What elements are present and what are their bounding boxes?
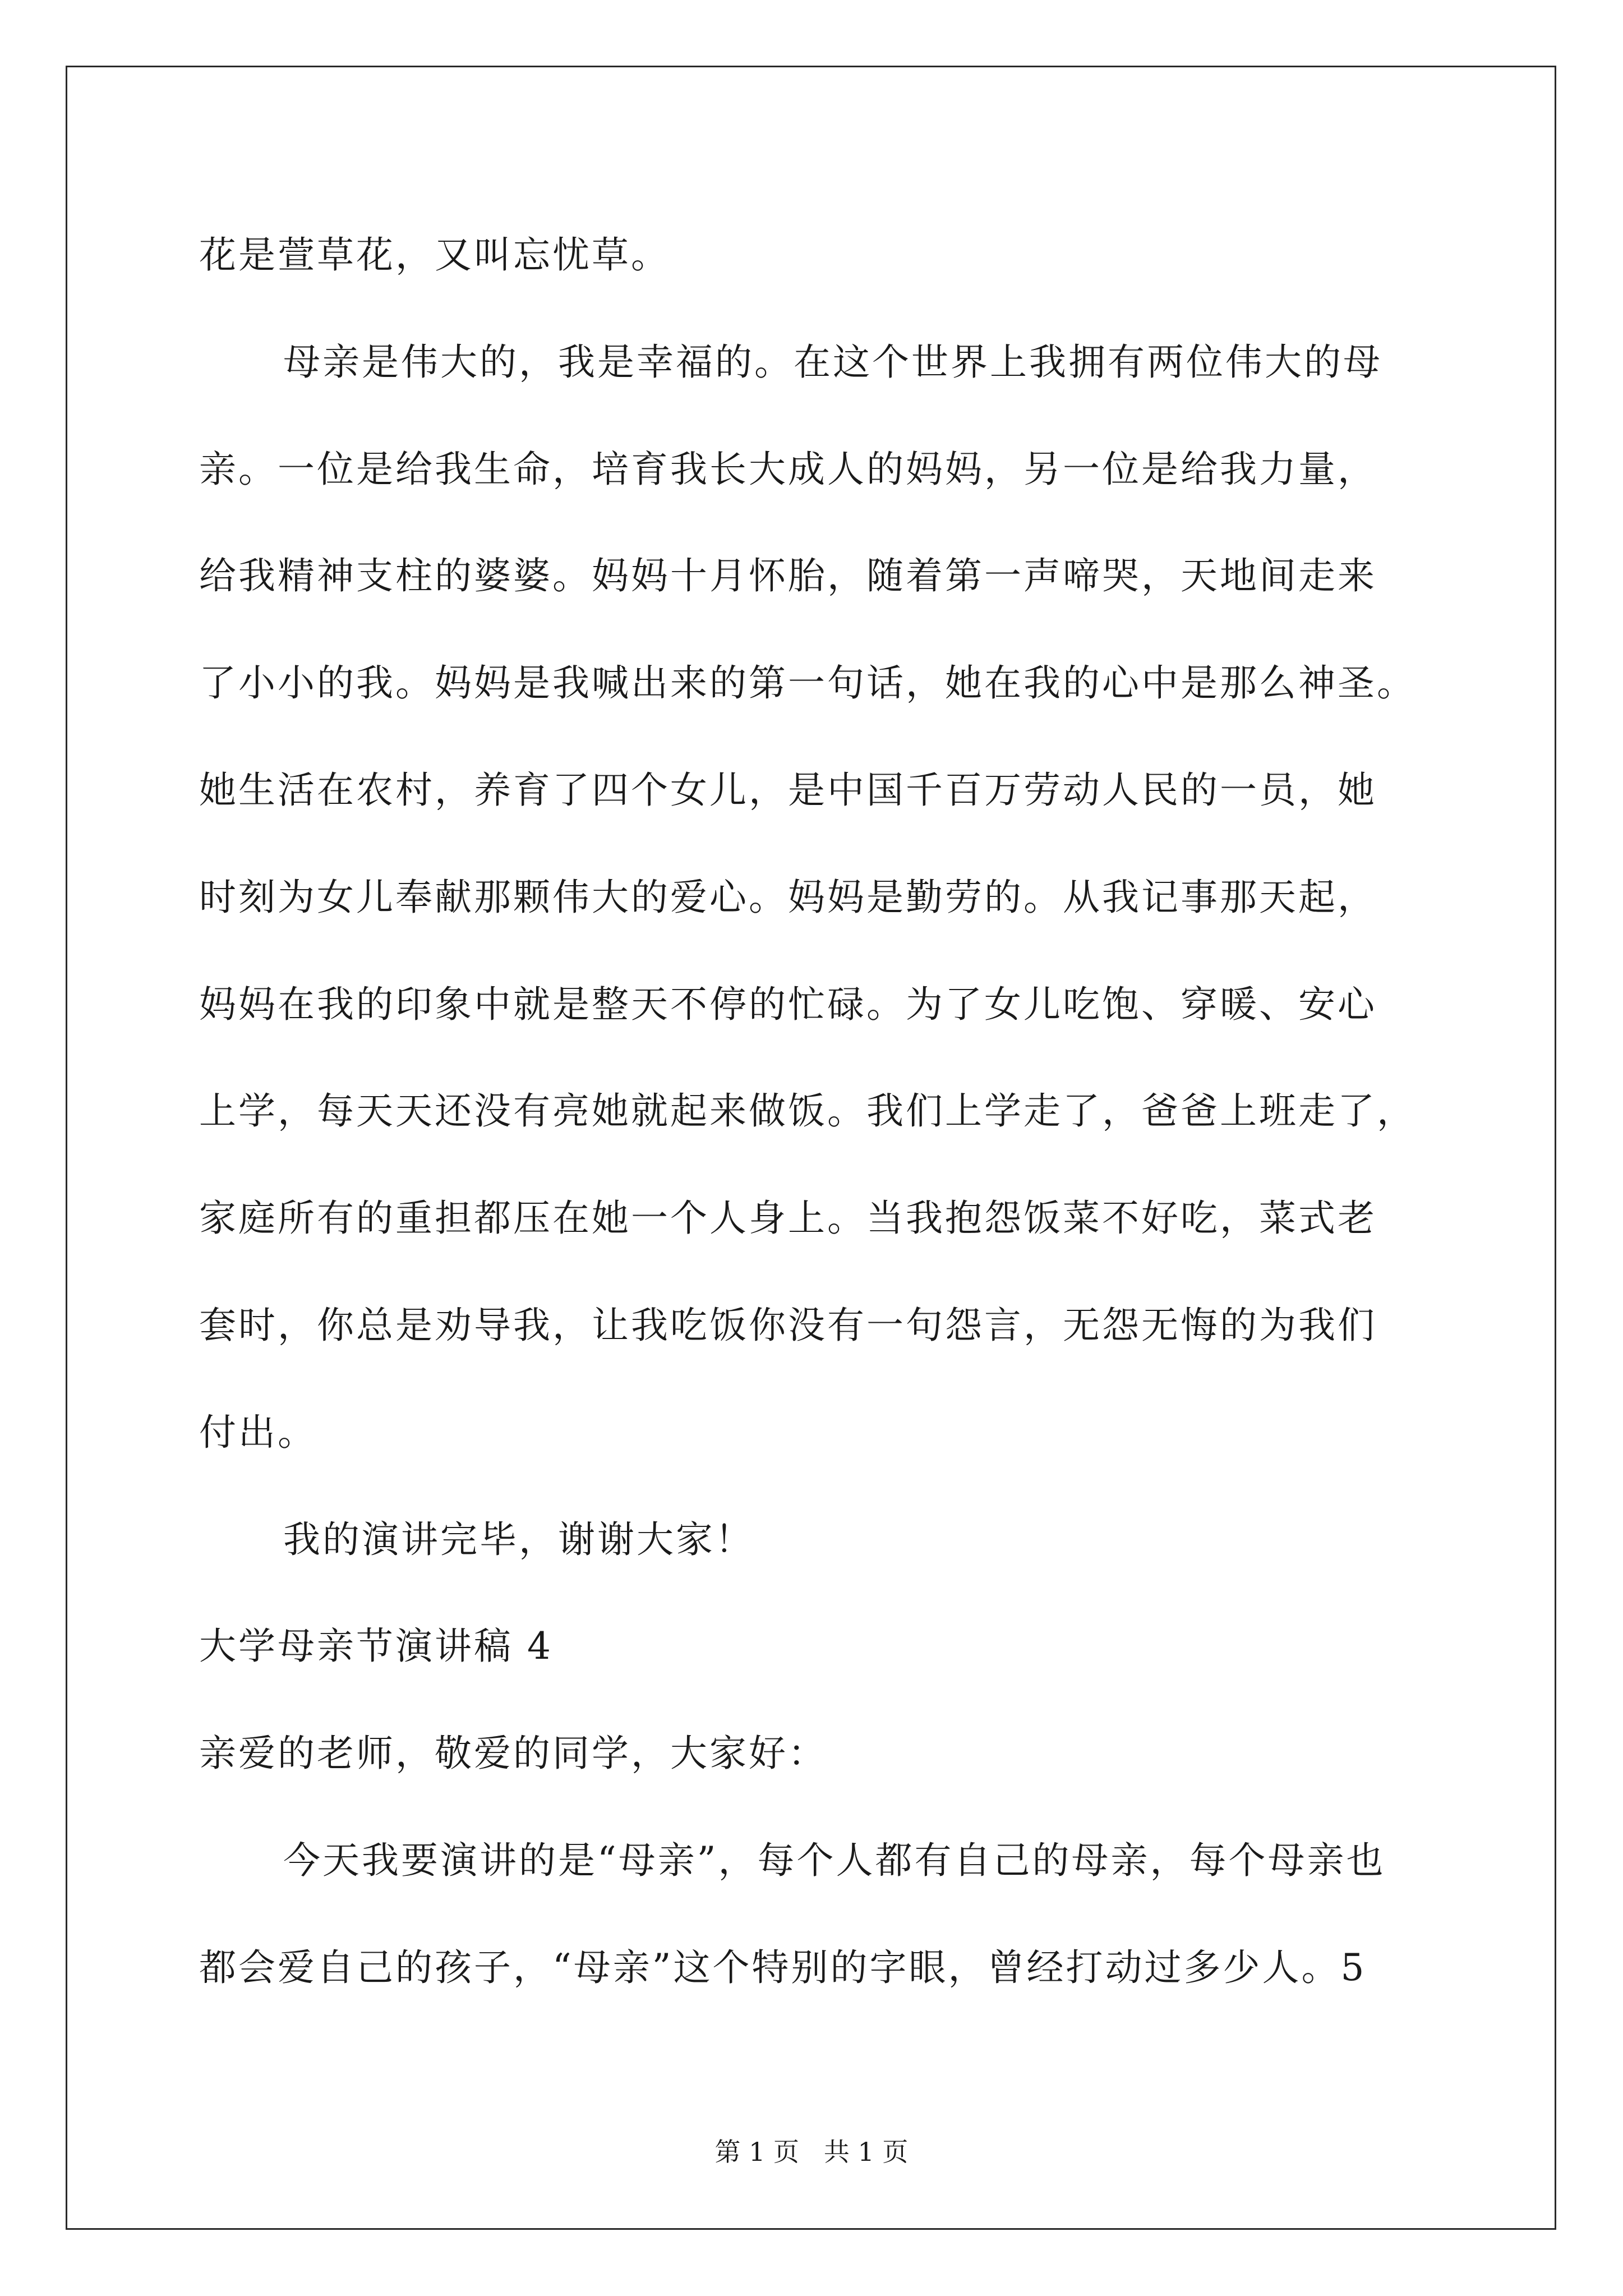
section-title: 大学母亲节演讲稿 4	[199, 1625, 553, 1668]
text-line: 花是萱草花，又叫忘忧草。	[199, 233, 670, 277]
text-line: 亲。一位是给我生命，培育我长大成人的妈妈，另一位是给我力量，	[199, 447, 1377, 491]
paragraph-first-line: 母亲是伟大的，我是幸福的。在这个世界上我拥有两位伟大的母	[283, 340, 1382, 384]
text-line: 家庭所有的重担都压在她一个人身上。当我抱怨饭菜不好吃，菜式老	[199, 1197, 1377, 1240]
closing-line: 我的演讲完毕，谢谢大家！	[283, 1517, 754, 1561]
text-line: 套时，你总是劝导我，让我吃饭你没有一句怨言，无怨无悔的为我们	[199, 1303, 1377, 1347]
text-line: 了小小的我。妈妈是我喊出来的第一句话，她在我的心中是那么神圣。	[199, 661, 1416, 705]
salutation: 亲爱的老师，敬爱的同学，大家好：	[199, 1732, 827, 1775]
text-line: 妈妈在我的印象中就是整天不停的忙碌。为了女儿吃饱、穿暖、安心	[199, 982, 1377, 1026]
text-line: 给我精神支柱的婆婆。妈妈十月怀胎，随着第一声啼哭，天地间走来	[199, 554, 1377, 598]
paragraph-first-line: 今天我要演讲的是“母亲”，每个人都有自己的母亲，每个母亲也	[283, 1838, 1386, 1882]
document-body	[199, 202, 1455, 2022]
text-line: 时刻为女儿奉献那颗伟大的爱心。妈妈是勤劳的。从我记事那天起，	[199, 875, 1377, 919]
text-line: 她生活在农村，养育了四个女儿，是中国千百万劳动人民的一员，她	[199, 768, 1377, 812]
page-number-footer: 第 1 页 共 1 页	[714, 2137, 909, 2167]
text-line: 上学，每天天还没有亮她就起来做饭。我们上学走了，爸爸上班走了，	[199, 1089, 1416, 1133]
text-line: 付出。	[199, 1410, 317, 1454]
text-line: 都会爱自己的孩子，“母亲”这个特别的字眼，曾经打动过多少人。5	[199, 1945, 1367, 1989]
